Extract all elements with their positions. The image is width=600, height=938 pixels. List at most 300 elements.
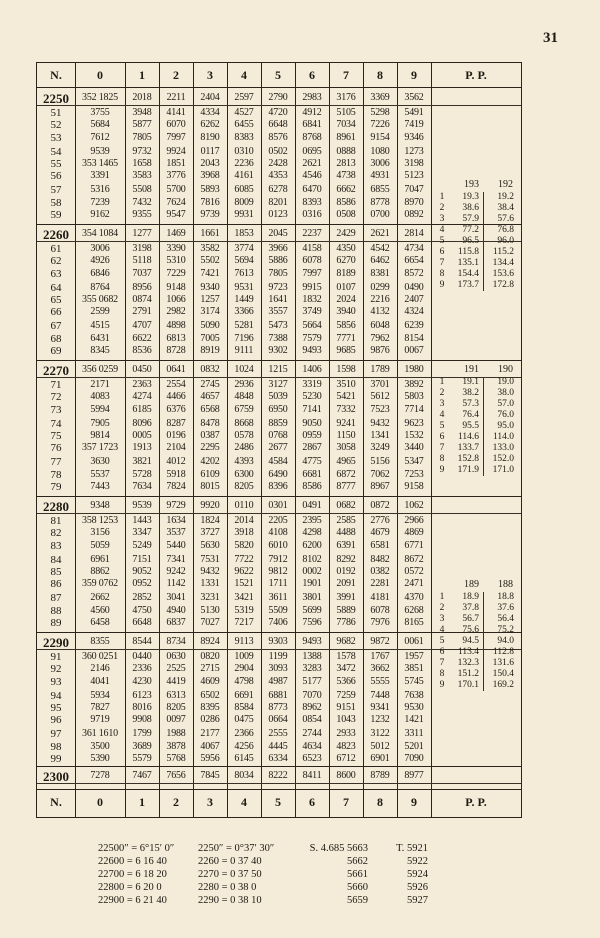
table-cell: 2091 — [336, 578, 356, 590]
pp-index: 2 — [439, 603, 445, 614]
table-cell: 9931 — [234, 208, 254, 220]
table-cell: 7997 — [302, 267, 322, 279]
table-cell: 4738 — [336, 170, 356, 182]
table-cell: 7771 — [336, 332, 356, 344]
table-cell: 5956 — [200, 752, 220, 764]
table-cell: 0872 — [370, 500, 390, 511]
pp-index: 3 — [439, 399, 445, 410]
pp-row — [435, 465, 514, 476]
table-cell: 9151 — [336, 702, 356, 713]
table-cell: 7805 — [132, 131, 152, 143]
pp-value-b: 76.0 — [497, 410, 514, 421]
decade-divider — [37, 783, 521, 784]
table-cell: 3878 — [166, 740, 186, 752]
table-cell: 6239 — [404, 320, 424, 332]
table-cell: 8672 — [404, 553, 424, 565]
table-cell: 2043 — [200, 158, 220, 169]
table-cell: 8924 — [200, 636, 220, 647]
pp-value-a: 151.2 — [449, 669, 484, 680]
table-cell: 9355 — [132, 208, 152, 220]
pp-value-b: 115.2 — [492, 247, 514, 258]
table-cell: 5310 — [166, 255, 186, 267]
table-cell: 2662 — [90, 592, 110, 604]
pp-value-a: 38.6 — [449, 203, 484, 214]
table-cell: 5473 — [268, 320, 288, 332]
table-cell: 4848 — [234, 391, 254, 403]
table-cell: 4141 — [166, 107, 186, 119]
table-cell: 4912 — [302, 107, 322, 119]
table-cell: 1532 — [404, 430, 424, 441]
table-cell: 1851 — [166, 158, 186, 169]
table-cell: 6185 — [132, 403, 152, 415]
table-cell: 8777 — [336, 480, 356, 492]
pp-value-a: 114.6 — [449, 432, 484, 443]
table-cell: 6691 — [234, 689, 254, 701]
table-cell: 2045 — [268, 228, 288, 239]
table-cell: 7905 — [90, 417, 110, 429]
pp-value-b: 37.6 — [497, 603, 514, 614]
table-cell: 5039 — [268, 391, 288, 403]
table-cell: 0502 — [268, 145, 288, 157]
table-cell: 9302 — [268, 344, 288, 356]
footer-digit: 6 — [309, 795, 315, 810]
table-cell: 8586 — [336, 196, 356, 208]
pp-row — [435, 647, 514, 658]
table-cell: 1080 — [370, 145, 390, 157]
table-cell: 7976 — [370, 616, 390, 628]
table-cell: 3630 — [90, 456, 110, 468]
table-cell: 6771 — [404, 539, 424, 551]
footer-cell: 2290 = 0 38 10 — [198, 895, 262, 906]
table-cell: 356 0259 — [82, 364, 118, 375]
table-cell: 4393 — [234, 456, 254, 468]
table-cell: 4256 — [234, 740, 254, 752]
table-cell: 2983 — [302, 92, 322, 103]
table-cell: 4334 — [200, 107, 220, 119]
footer-digit: 9 — [411, 795, 417, 810]
table-cell: 4634 — [302, 740, 322, 752]
pp-index: 6 — [439, 647, 445, 658]
table-cell: 5201 — [404, 740, 424, 752]
table-cell: 3347 — [132, 527, 152, 539]
row-label: 53 — [50, 131, 62, 144]
table-cell: 0959 — [302, 430, 322, 441]
footer-digit: 3 — [207, 795, 213, 810]
footer-cell: 5659 — [347, 895, 368, 906]
table-cell: 3093 — [268, 663, 288, 675]
table-cell: 7613 — [234, 267, 254, 279]
row-label: 61 — [50, 243, 62, 256]
row-label: 62 — [50, 255, 62, 268]
table-cell: 8034 — [234, 770, 254, 781]
table-cell: 3583 — [132, 170, 152, 182]
table-cell: 4898 — [166, 320, 186, 332]
table-cell: 4720 — [268, 107, 288, 119]
table-cell: 4987 — [268, 675, 288, 687]
table-cell: 5508 — [132, 184, 152, 196]
table-cell: 7226 — [370, 119, 390, 131]
table-cell: 2852 — [132, 592, 152, 604]
pp-value-a: 170.1 — [449, 680, 484, 691]
table-cell: 2404 — [200, 92, 220, 103]
table-cell: 6872 — [336, 468, 356, 480]
table-cell: 6950 — [268, 403, 288, 415]
table-cell: 8961 — [336, 131, 356, 143]
pp-value-a: 38.2 — [449, 388, 484, 399]
table-cell: 2211 — [166, 92, 186, 103]
pp-value-a: 75.6 — [449, 625, 484, 636]
table-cell: 8919 — [200, 344, 220, 356]
table-cell: 3821 — [132, 456, 152, 468]
row-label: 65 — [50, 294, 62, 306]
row-label: 2260 — [43, 227, 69, 242]
table-cell: 6502 — [200, 689, 220, 701]
table-cell: 3198 — [132, 243, 152, 255]
table-cell: 6123 — [132, 689, 152, 701]
table-cell: 9241 — [336, 417, 356, 429]
table-cell: 9432 — [200, 566, 220, 577]
footer-cell: 5922 — [407, 856, 428, 867]
table-cell: 8383 — [234, 131, 254, 143]
footer-cell: S. 4.685 5663 — [309, 843, 368, 854]
table-cell: 3851 — [404, 663, 424, 675]
table-cell: 2554 — [166, 379, 186, 391]
table-cell: 2428 — [268, 158, 288, 169]
pp-row — [435, 225, 514, 236]
row-label: 2300 — [43, 769, 69, 784]
table-cell: 3006 — [370, 158, 390, 169]
table-cell: 5889 — [336, 604, 356, 616]
table-cell: 0002 — [302, 566, 322, 577]
table-cell: 9341 — [370, 702, 390, 713]
table-cell: 6145 — [234, 752, 254, 764]
table-cell: 3440 — [404, 442, 424, 454]
table-cell: 7070 — [302, 689, 322, 701]
table-cell: 4108 — [268, 527, 288, 539]
table-cell: 3391 — [90, 170, 110, 182]
table-cell: 3006 — [90, 243, 110, 255]
pp-row — [435, 203, 514, 214]
table-cell: 3176 — [336, 92, 356, 103]
table-cell: 2363 — [132, 379, 152, 391]
pp-value-b: 171.0 — [492, 465, 514, 476]
table-cell: 4041 — [90, 675, 110, 687]
table-cell: 2525 — [166, 663, 186, 675]
pp-head — [435, 363, 514, 377]
table-cell: 9346 — [404, 131, 424, 143]
table-cell: 2776 — [370, 515, 390, 527]
table-cell: 5347 — [404, 456, 424, 468]
table-cell: 354 1084 — [82, 228, 118, 239]
table-cell: 5177 — [302, 675, 322, 687]
table-cell: 1469 — [166, 228, 186, 239]
table-cell: 0299 — [370, 281, 390, 293]
table-cell: 2177 — [200, 728, 220, 740]
pp-value-a: 77.2 — [449, 225, 484, 236]
table-cell: 0630 — [166, 651, 186, 663]
table-cell: 3940 — [336, 306, 356, 318]
table-cell: 2395 — [302, 515, 322, 527]
footer-cell: 22600 = 6 16 40 — [98, 856, 167, 867]
table-cell: 1341 — [370, 430, 390, 441]
table-cell: 4734 — [404, 243, 424, 255]
pp-head-b: 188 — [498, 579, 513, 591]
table-cell: 3156 — [90, 527, 110, 539]
table-cell: 3774 — [234, 243, 254, 255]
table-cell: 8355 — [90, 636, 110, 647]
table-cell: 4775 — [302, 456, 322, 468]
table-cell: 1150 — [336, 430, 356, 441]
table-cell: 5421 — [336, 391, 356, 403]
footer-cell: 5927 — [407, 895, 428, 906]
table-cell: 0641 — [166, 364, 186, 375]
pp-value-a: 171.9 — [449, 465, 484, 476]
table-cell: 5059 — [90, 539, 110, 551]
table-cell: 5090 — [200, 320, 220, 332]
table-cell: 0491 — [302, 500, 322, 511]
table-cell: 7432 — [132, 196, 152, 208]
table-cell: 361 1610 — [82, 728, 118, 740]
header-digit: 4 — [241, 68, 247, 82]
table-cell: 7151 — [132, 553, 152, 565]
pp-index: 1 — [439, 592, 445, 603]
table-cell: 0475 — [234, 714, 254, 726]
table-cell: 1421 — [404, 714, 424, 726]
pp-value-b: 112.8 — [492, 647, 514, 658]
table-cell: 2745 — [200, 379, 220, 391]
table-cell: 1634 — [166, 515, 186, 527]
pp-row — [435, 192, 514, 203]
table-cell: 0952 — [132, 578, 152, 590]
row-label: 72 — [50, 391, 62, 404]
table-cell: 2744 — [302, 728, 322, 740]
table-cell: 4067 — [200, 740, 220, 752]
row-label: 63 — [50, 267, 62, 280]
row-label: 91 — [50, 651, 62, 664]
decade-divider — [37, 513, 521, 514]
table-cell: 8205 — [234, 480, 254, 492]
footer-n: N. — [50, 795, 62, 810]
table-cell: 7824 — [166, 480, 186, 492]
table-cell: 8764 — [90, 281, 110, 293]
table-cell: 6648 — [132, 616, 152, 628]
table-cell: 7253 — [404, 468, 424, 480]
table-cell: 2429 — [336, 228, 356, 239]
table-cell: 9111 — [234, 344, 254, 356]
table-cell: 6376 — [166, 403, 186, 415]
table-cell: 9303 — [268, 636, 288, 647]
table-cell: 1799 — [132, 728, 152, 740]
table-cell: 5699 — [302, 604, 322, 616]
footer-cell: 5924 — [407, 869, 428, 880]
table-cell: 0107 — [336, 281, 356, 293]
table-cell: 1789 — [370, 364, 390, 375]
table-cell: 8009 — [234, 196, 254, 208]
table-cell: 3041 — [166, 592, 186, 604]
table-cell: 9872 — [370, 636, 390, 647]
pp-value-a: 56.7 — [449, 614, 484, 625]
table-cell: 3801 — [302, 592, 322, 604]
pp-row — [435, 680, 514, 691]
table-cell: 0572 — [404, 566, 424, 577]
table-cell: 3727 — [200, 527, 220, 539]
table-cell: 9052 — [132, 566, 152, 577]
table-cell: 6881 — [268, 689, 288, 701]
pp-head-index — [435, 363, 449, 377]
pp-index: 5 — [439, 636, 445, 647]
table-cell: 1980 — [404, 364, 424, 375]
table-cell: 3421 — [234, 592, 254, 604]
row-label: 54 — [50, 145, 62, 158]
footer-row — [98, 881, 428, 894]
table-cell: 3311 — [404, 728, 424, 740]
pp-block — [435, 363, 514, 476]
header-digit: 8 — [377, 68, 383, 82]
table-cell: 3755 — [90, 107, 110, 119]
table-cell: 7341 — [166, 553, 186, 565]
table-cell: 7656 — [166, 770, 186, 781]
table-cell: 2555 — [268, 728, 288, 740]
table-cell: 5118 — [132, 255, 152, 267]
row-label: 74 — [50, 417, 62, 430]
table-cell: 5440 — [166, 539, 186, 551]
table-cell: 0117 — [200, 145, 220, 157]
table-cell: 1062 — [404, 500, 424, 511]
pp-index: 5 — [439, 236, 445, 247]
table-cell: 7805 — [268, 267, 288, 279]
table-cell: 3776 — [166, 170, 186, 182]
table-cell: 1388 — [302, 651, 322, 663]
footer-row — [98, 894, 428, 907]
table-cell: 7259 — [336, 689, 356, 701]
row-label: 58 — [50, 196, 62, 209]
table-cell: 8096 — [132, 417, 152, 429]
table-cell: 6622 — [132, 332, 152, 344]
table-cell: 9154 — [370, 131, 390, 143]
table-cell: 4353 — [268, 170, 288, 182]
table-cell: 1142 — [166, 578, 186, 590]
table-cell: 2966 — [404, 515, 424, 527]
pp-value-b: 131.6 — [492, 658, 514, 669]
table-cell: 8395 — [200, 702, 220, 713]
table-cell: 9908 — [132, 714, 152, 726]
table-cell: 9493 — [302, 636, 322, 647]
table-cell: 6078 — [302, 255, 322, 267]
table-cell: 5612 — [370, 391, 390, 403]
table-cell: 6458 — [90, 616, 110, 628]
table-cell: 3390 — [166, 243, 186, 255]
table-cell: 3174 — [200, 306, 220, 318]
table-cell: 2237 — [302, 228, 322, 239]
table-cell: 3611 — [268, 592, 288, 604]
row-label: 88 — [50, 604, 62, 617]
pp-index: 3 — [439, 214, 445, 225]
table-cell: 8102 — [302, 553, 322, 565]
table-cell: 8584 — [234, 702, 254, 713]
table-cell: 1957 — [404, 651, 424, 663]
pp-row — [435, 236, 514, 247]
table-cell: 2677 — [268, 442, 288, 454]
footer-cell: 5660 — [347, 882, 368, 893]
table-cell: 9623 — [404, 417, 424, 429]
table-cell: 7229 — [166, 267, 186, 279]
table-cell: 1824 — [200, 515, 220, 527]
row-label: 51 — [50, 107, 62, 120]
footer-cell: 2270 = 0 37 50 — [198, 869, 262, 880]
table-cell: 3500 — [90, 740, 110, 752]
table-cell: 0892 — [404, 208, 424, 220]
table-cell: 4350 — [336, 243, 356, 255]
table-cell: 0382 — [370, 566, 390, 577]
table-cell: 0196 — [166, 430, 186, 441]
table-cell: 3749 — [302, 306, 322, 318]
table-cell: 0123 — [268, 208, 288, 220]
table-cell: 0310 — [234, 145, 254, 157]
table-cell: 8222 — [268, 770, 288, 781]
row-label: 89 — [50, 616, 62, 629]
pp-value-b: 95.0 — [497, 421, 514, 432]
table-cell: 0700 — [370, 208, 390, 220]
pp-index: 5 — [439, 421, 445, 432]
table-cell: 1658 — [132, 158, 152, 169]
pp-head-a: 191 — [464, 364, 479, 376]
table-cell: 4940 — [166, 604, 186, 616]
table-cell: 6270 — [336, 255, 356, 267]
table-cell: 2933 — [336, 728, 356, 740]
table-cell: 2621 — [370, 228, 390, 239]
table-cell: 4324 — [404, 306, 424, 318]
table-cell: 1832 — [302, 294, 322, 305]
table-cell: 7612 — [90, 131, 110, 143]
pp-value-b: 57.6 — [497, 214, 514, 225]
table-cell: 8773 — [268, 702, 288, 713]
table-cell: 6391 — [336, 539, 356, 551]
row-label: 95 — [50, 702, 62, 714]
table-cell: 7722 — [234, 553, 254, 565]
table-cell: 4230 — [132, 675, 152, 687]
header-digit: 6 — [309, 68, 315, 82]
table-cell: 9814 — [90, 430, 110, 441]
table-cell: 4869 — [404, 527, 424, 539]
table-cell: 1009 — [234, 651, 254, 663]
table-cell: 5768 — [166, 752, 186, 764]
row-label: 96 — [50, 714, 62, 727]
table-cell: 7239 — [90, 196, 110, 208]
table-cell: 6901 — [370, 752, 390, 764]
header-digit: 2 — [173, 68, 179, 82]
footer-cell: 5926 — [407, 882, 428, 893]
table-cell: 6462 — [370, 255, 390, 267]
table-cell: 8205 — [166, 702, 186, 713]
table-cell: 9685 — [336, 344, 356, 356]
table-cell: 2104 — [166, 442, 186, 454]
pp-head-a: 189 — [464, 579, 479, 591]
table-cell: 5281 — [234, 320, 254, 332]
header-digit: 5 — [275, 68, 281, 82]
table-cell: 8165 — [404, 616, 424, 628]
table-cell: 2715 — [200, 663, 220, 675]
pp-value-b: 172.8 — [492, 280, 514, 291]
pp-value-a: 76.4 — [449, 410, 484, 421]
footer-cell: 5662 — [347, 856, 368, 867]
footer-cell: 2260 = 0 37 40 — [198, 856, 262, 867]
footer-digit: 2 — [173, 795, 179, 810]
table-cell: 5684 — [90, 119, 110, 131]
table-cell: 2621 — [302, 158, 322, 169]
table-cell: 5537 — [90, 468, 110, 480]
row-label: 81 — [50, 515, 62, 528]
table-cell: 0682 — [336, 500, 356, 511]
